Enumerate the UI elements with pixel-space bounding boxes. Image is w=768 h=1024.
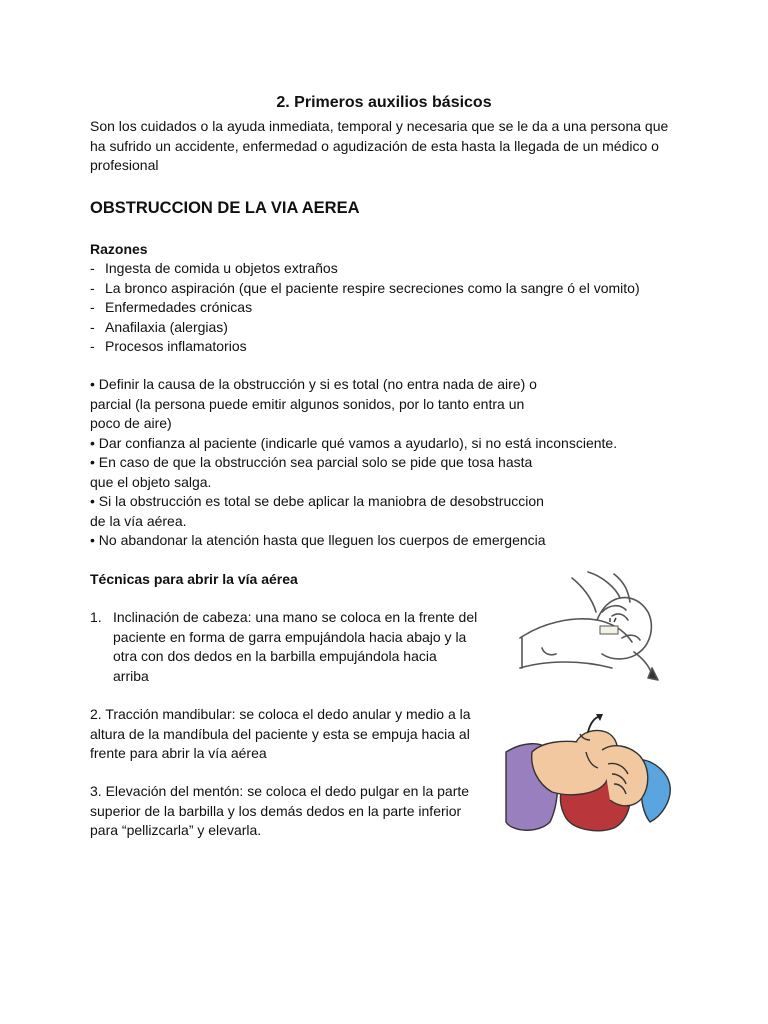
dash-marker: - — [90, 279, 95, 296]
bullet-line: que el objeto salga. — [90, 473, 212, 490]
bullet-line: de la vía aérea. — [90, 512, 187, 529]
jaw-thrust-drawing — [502, 712, 672, 834]
item-text — [113, 608, 477, 686]
technique-item-jaw-thrust — [90, 705, 471, 764]
intro-line: profesional — [90, 157, 159, 173]
list-item — [90, 337, 640, 357]
bullet-line: • No abandonar la atención hasta que lleguen los cuerpos de emergencia — [90, 532, 546, 548]
intro-paragraph — [90, 117, 668, 176]
jaw-thrust-illustration — [502, 712, 672, 834]
dash-marker: - — [90, 260, 95, 276]
intro-line: Son los cuidados o la ayuda inmediata, temporal y necesaria que se le da a una persona que — [90, 118, 669, 134]
list-item-text: Procesos inflamatorios — [105, 338, 247, 354]
item-line: Inclinación de cabeza: una mano se coloca en la frente del — [113, 609, 478, 625]
list-item-text: La bronco aspiración (que el paciente respire secreciones como la sangre ó el vomito) — [105, 279, 640, 296]
dash-marker: - — [90, 299, 95, 315]
list-item — [90, 298, 640, 318]
item-line: 3. Elevación del mentón: se coloca el dedo pulgar en la parte — [90, 783, 470, 799]
section-title: OBSTRUCCION DE LA VIA AEREA — [90, 199, 360, 217]
item-line: otra con dos dedos en la barbilla empujándola hacia — [113, 648, 437, 664]
item-line: 2. Tracción mandibular: se coloca el dedo anular y medio a la — [90, 706, 471, 722]
bullet-line: • Definir la causa de la obstrucción y si es total (no entra nada de aire) o — [90, 376, 537, 392]
list-item — [90, 279, 640, 299]
list-item — [90, 318, 640, 338]
head-tilt-illustration — [502, 568, 672, 692]
reasons-heading: Razones — [90, 241, 148, 257]
intro-line: ha sufrido un accidente, enfermedad o agudización de esta hasta la llegada de un médico o — [90, 137, 659, 154]
item-line: paciente en forma de garra empujándola hacia abajo y la — [113, 628, 467, 645]
page-title: 2. Primeros auxilios básicos — [276, 94, 492, 111]
item-number: 1. — [90, 609, 102, 625]
bullet-paragraph — [90, 375, 617, 551]
technique-item-chin-lift — [90, 782, 469, 841]
list-item — [90, 259, 640, 279]
list-item-text: Anafilaxia (alergias) — [105, 318, 228, 335]
dash-marker: - — [90, 318, 95, 335]
bullet-line: • En caso de que la obstrucción sea parcial solo se pide que tosa hasta — [90, 454, 533, 470]
bullet-line: parcial (la persona puede emitir algunos sonidos, por lo tanto entra un — [90, 395, 525, 412]
item-line: para “pellizcarla” y elevarla. — [90, 822, 262, 838]
bullet-line: • Dar confianza al paciente (indicarle qué vamos a ayudarlo), si no está inconsciente. — [90, 434, 618, 451]
list-item-text: Enfermedades crónicas — [105, 299, 253, 315]
techniques-heading: Técnicas para abrir la vía aérea — [90, 571, 298, 587]
item-line: altura de la mandíbula del paciente y esta se empuja hacia al — [90, 725, 470, 742]
bullet-line: • Si la obstrucción es total se debe aplicar la maniobra de desobstruccion — [90, 493, 544, 509]
dash-marker: - — [90, 338, 95, 354]
list-item-text: Ingesta de comida u objetos extraños — [105, 260, 338, 276]
item-line: superior de la barbilla y los demás dedos en la parte inferior — [90, 802, 462, 819]
item-line: frente para abrir la vía aérea — [90, 745, 267, 761]
item-line: arriba — [113, 667, 149, 684]
head-tilt-sketch — [502, 568, 672, 692]
reasons-list — [90, 259, 640, 357]
bullet-line: poco de aire) — [90, 415, 172, 431]
